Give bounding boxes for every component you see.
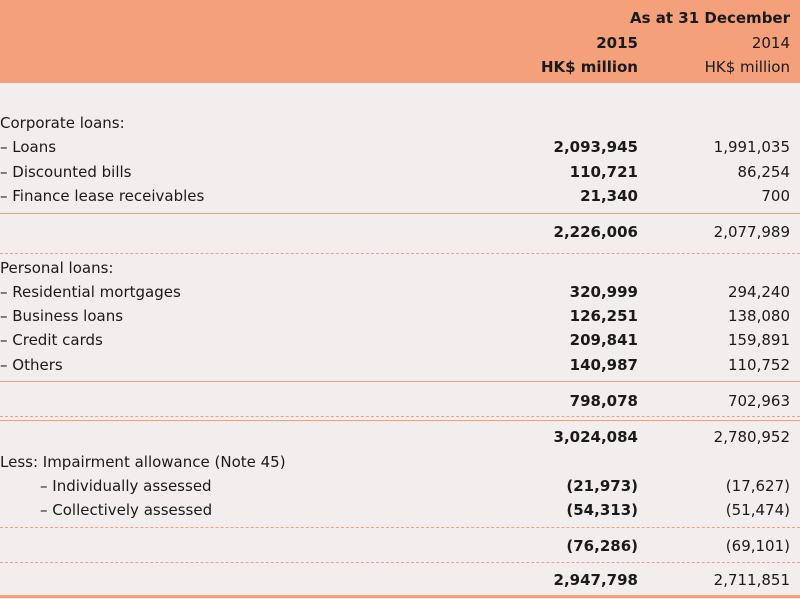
header-unit-2014: HK$ million <box>704 58 790 76</box>
table-row <box>0 187 800 209</box>
subtotal-2014: 702,963 <box>727 392 790 410</box>
section-title-impairment <box>0 453 800 475</box>
header-year-2015: 2015 <box>596 34 638 52</box>
value-2015: (21,973) <box>566 477 638 495</box>
value-2014: 110,752 <box>727 356 790 374</box>
value-2015: 140,987 <box>569 356 638 374</box>
table-row <box>0 283 800 305</box>
divider-dashed <box>0 416 800 417</box>
divider-dashed <box>0 527 800 528</box>
table-row <box>0 501 800 523</box>
net-total-2015: 2,947,798 <box>553 571 638 589</box>
row-label: – Collectively assessed <box>40 501 213 519</box>
row-label: – Others <box>0 356 63 374</box>
row-label: – Finance lease receivables <box>0 187 205 205</box>
value-2015: 2,093,945 <box>553 138 638 156</box>
value-2015: 126,251 <box>569 307 638 325</box>
table-row <box>0 307 800 329</box>
value-2014: 86,254 <box>737 163 790 181</box>
value-2014: 1,991,035 <box>713 138 790 156</box>
value-2015: 320,999 <box>569 283 638 301</box>
value-2014: (51,474) <box>725 501 790 519</box>
value-2014: 159,891 <box>727 331 790 349</box>
subtotal-2014: 2,077,989 <box>713 223 790 241</box>
divider-line <box>0 420 800 421</box>
value-2015: 209,841 <box>569 331 638 349</box>
subtotal-row-personal <box>0 392 800 414</box>
subtotal-2015: 2,226,006 <box>553 223 638 241</box>
value-2015: (54,313) <box>566 501 638 519</box>
table-header <box>0 0 800 83</box>
table-row <box>0 477 800 499</box>
section-title-personal <box>0 259 800 281</box>
double-underline <box>0 595 800 598</box>
table-row <box>0 331 800 353</box>
value-2015: 110,721 <box>569 163 638 181</box>
net-total-row <box>0 571 800 593</box>
section-title-corporate <box>0 114 800 136</box>
subtotal-2015: (76,286) <box>566 537 638 555</box>
value-2014: (17,627) <box>725 477 790 495</box>
row-label: – Loans <box>0 138 57 156</box>
divider-line <box>0 381 800 382</box>
gross-total-2015: 3,024,084 <box>553 428 638 446</box>
subtotal-2015: 798,078 <box>569 392 638 410</box>
table-row <box>0 163 800 185</box>
header-as-at: As at 31 December <box>630 9 790 27</box>
row-label: – Residential mortgages <box>0 283 181 301</box>
subtotal-row-impairment <box>0 537 800 559</box>
net-total-2014: 2,711,851 <box>713 571 790 589</box>
personal-title: Personal loans: <box>0 259 114 277</box>
divider-dashed <box>0 562 800 563</box>
row-label: – Credit cards <box>0 331 103 349</box>
subtotal-2014: (69,101) <box>725 537 790 555</box>
subtotal-row-corporate <box>0 223 800 245</box>
gross-total-row <box>0 428 800 450</box>
row-label: – Business loans <box>0 307 124 325</box>
value-2014: 138,080 <box>727 307 790 325</box>
corporate-title: Corporate loans: <box>0 114 125 132</box>
row-label: – Discounted bills <box>0 163 132 181</box>
row-label: – Individually assessed <box>40 477 212 495</box>
header-unit-2015: HK$ million <box>540 58 638 76</box>
value-2014: 700 <box>761 187 790 205</box>
value-2015: 21,340 <box>580 187 638 205</box>
value-2014: 294,240 <box>727 283 790 301</box>
header-year-2014: 2014 <box>751 34 790 52</box>
table-row <box>0 138 800 160</box>
divider-line <box>0 213 800 214</box>
table-row <box>0 356 800 378</box>
impairment-title: Less: Impairment allowance (Note 45) <box>0 453 286 471</box>
divider-dashed <box>0 253 800 254</box>
gross-total-2014: 2,780,952 <box>713 428 790 446</box>
